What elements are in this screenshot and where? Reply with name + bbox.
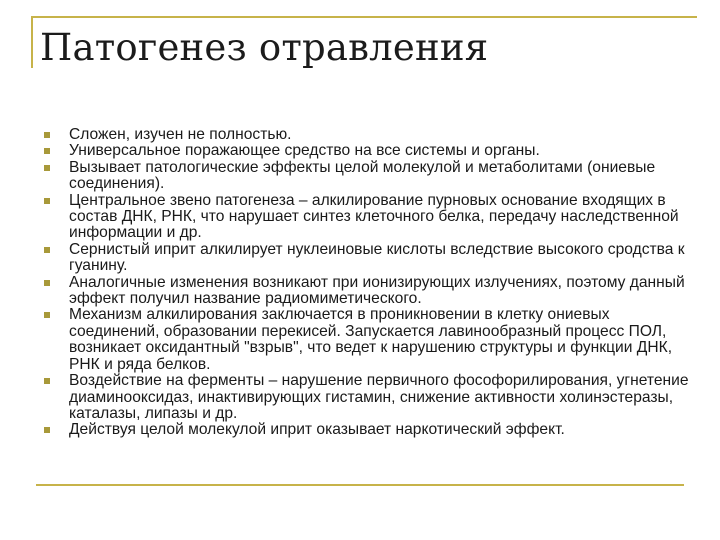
- bullet-text: Механизм алкилирования заключается в проникновении в клетку ониевых соединений, образовании перекисей. Запускается лавинообразный процесс ПОЛ, возникает оксидантный "взрыв", что ведет к нарушению структуры и функции ДНК, РНК и ряда белков.: [69, 306, 673, 373]
- bullet-list: [44, 127, 694, 439]
- bullet-item-2: [44, 143, 694, 159]
- bullet-item-4: [44, 193, 694, 242]
- bullet-item-6: [44, 275, 694, 308]
- square-bullet-icon: [44, 280, 50, 286]
- bullet-text: Вызывает патологические эффекты целой молекулой и метаболитами (ониевые соединения).: [69, 158, 656, 193]
- bullet-text: Сернистый иприт алкилирует нуклеиновые кислоты вследствие высокого сродства к гуанину.: [69, 240, 685, 275]
- square-bullet-icon: [44, 132, 50, 138]
- bullet-item-5: [44, 242, 694, 275]
- bullet-text: Универсальное поражающее средство на все системы и органы.: [69, 142, 540, 160]
- bullet-text: Аналогичные изменения возникают при ионизирующих излучениях, поэтому данный эффект получил название радиомиметического.: [69, 273, 685, 308]
- frame-left-rule: [31, 16, 33, 68]
- square-bullet-icon: [44, 148, 50, 154]
- bullet-item-7: [44, 307, 694, 373]
- bullet-text: Действуя целой молекулой иприт оказывает наркотический эффект.: [69, 421, 565, 439]
- square-bullet-icon: [44, 198, 50, 204]
- bullet-item-1: [44, 127, 694, 143]
- frame-top-rule: [31, 16, 697, 18]
- bullet-text: Воздействие на ферменты – нарушение первичного фософорилирования, угнетение диаминооксидаз, инактивирующих гистамин, снижение активности холинэстеразы, каталазы, липазы и др.: [69, 372, 689, 422]
- bullet-text: Сложен, изучен не полностью.: [69, 126, 292, 143]
- square-bullet-icon: [44, 165, 50, 171]
- square-bullet-icon: [44, 427, 50, 433]
- bullet-item-3: [44, 160, 694, 193]
- bullet-item-8: [44, 373, 694, 422]
- frame-bottom-rule: [36, 484, 684, 486]
- square-bullet-icon: [44, 312, 50, 318]
- slide-title: Патогенез отравления: [40, 26, 489, 69]
- square-bullet-icon: [44, 247, 50, 253]
- bullet-text: Центральное звено патогенеза – алкилирование пурновых основание входящих в состав ДНК, РНК, что нарушает синтез клеточного белка, передачу наследственной информации и др.: [69, 191, 679, 242]
- square-bullet-icon: [44, 378, 50, 384]
- bullet-item-9: [44, 422, 694, 438]
